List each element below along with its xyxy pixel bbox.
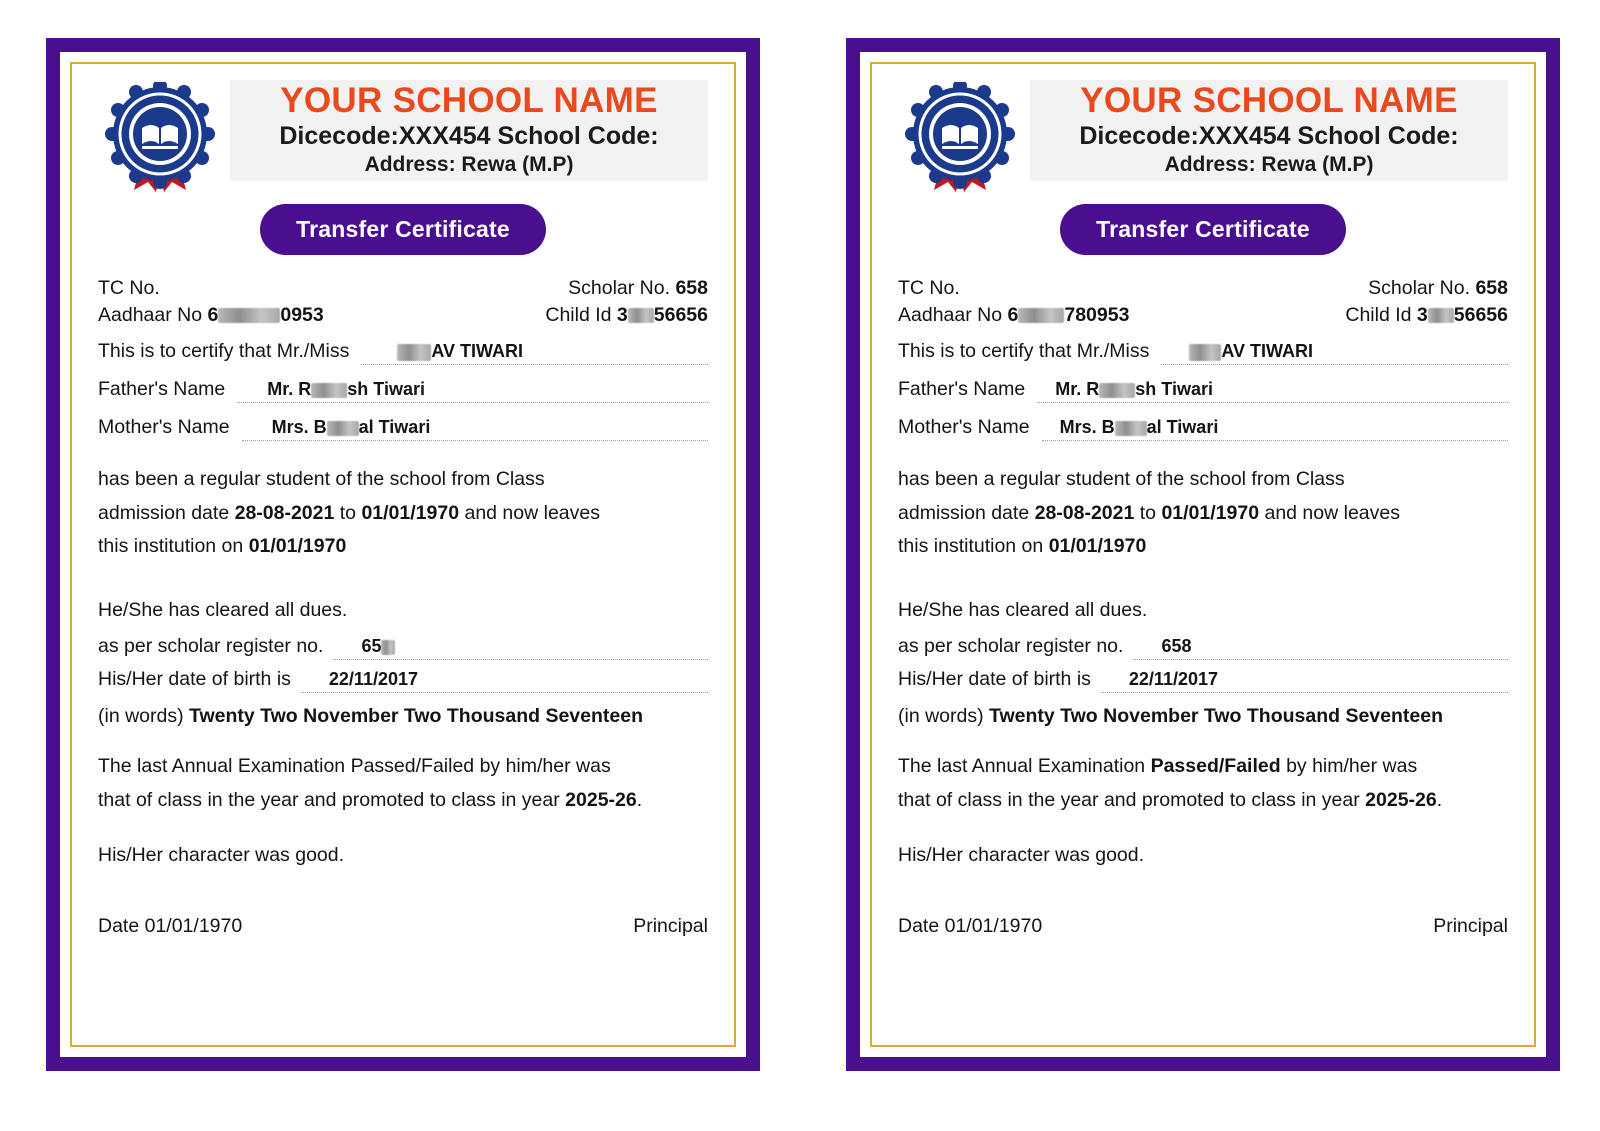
mother-name-redaction: [1115, 421, 1147, 436]
child-id-redaction: [1428, 308, 1454, 323]
father-label: Father's Name: [898, 378, 1026, 400]
scholar-no-field: [568, 277, 708, 300]
dob-value: 22/11/2017: [301, 669, 708, 693]
attendance-paragraph: [898, 463, 1508, 564]
dob-row: [898, 668, 1508, 693]
register-no-row: [98, 635, 708, 660]
exam-status: Passed/Failed: [350, 755, 475, 778]
dice-code-line: Dicecode:XXX454 School Code:: [1030, 120, 1508, 152]
dob-words: Twenty Two November Two Thousand Seventeen: [189, 705, 644, 728]
exam-line1-suffix: by him/her was: [479, 755, 611, 778]
principal-signature-label: Principal: [633, 914, 708, 937]
para1-line1: has been a regular student of the school from Class: [98, 468, 545, 490]
tc-no-label: TC No.: [98, 277, 160, 299]
child-id-field: [1345, 304, 1508, 327]
dob-row: [98, 668, 708, 693]
words-label: (in words): [898, 705, 984, 728]
tc-no-label: TC No.: [898, 277, 960, 299]
dob-label: His/Her date of birth is: [98, 668, 291, 691]
father-name-row: [98, 378, 708, 403]
examination-paragraph: [98, 750, 708, 817]
issue-date: Date 01/01/1970: [898, 914, 1043, 937]
student-name-value: AV TIWARI: [361, 341, 708, 365]
exam-line2-prefix: that of class in the year and promoted to class in year: [898, 788, 1360, 811]
dob-label: His/Her date of birth is: [898, 668, 1091, 691]
father-name-redaction: [311, 383, 347, 398]
para1-line2-suffix: and now leaves: [1264, 501, 1400, 524]
school-identity-2: [1030, 78, 1508, 181]
transfer-certificate-left: [46, 38, 760, 1071]
dice-code-line: Dicecode:XXX454 School Code:: [230, 120, 708, 152]
aadhaar-label: Aadhaar No: [98, 304, 203, 326]
certificate-inner-border: [70, 62, 736, 1047]
transfer-certificate-badge: Transfer Certificate: [1060, 204, 1346, 255]
student-name-row: [98, 340, 708, 365]
school-address: Address: Rewa (M.P): [230, 152, 708, 181]
transfer-certificate-badge: Transfer Certificate: [260, 204, 546, 255]
para1-line3-prefix: this institution on: [98, 535, 244, 558]
register-label: as per scholar register no.: [98, 635, 324, 658]
father-name-row: [898, 378, 1508, 403]
aadhaar-field: [98, 304, 324, 327]
exam-line2-suffix: .: [636, 788, 643, 811]
words-label: (in words): [98, 705, 184, 728]
aadhaar-redaction: [218, 308, 280, 323]
dob-words-row: [98, 705, 708, 728]
student-name-row: [898, 340, 1508, 365]
register-value: 65: [333, 636, 708, 660]
admission-date: 28-08-2021: [1034, 501, 1135, 524]
student-name-redaction: [397, 344, 431, 361]
exam-year: 2025-26: [1365, 788, 1437, 811]
leaving-date-1: 01/01/1970: [361, 501, 460, 524]
para1-line2-suffix: and now leaves: [464, 501, 600, 524]
exam-line1-prefix: The last Annual Examination: [98, 755, 346, 778]
certify-label: This is to certify that Mr./Miss: [98, 340, 350, 362]
student-name-redaction: [1189, 344, 1221, 361]
para1-line3-prefix: this institution on: [898, 535, 1044, 558]
aadhaar-label: Aadhaar No: [898, 304, 1003, 326]
school-address: Address: Rewa (M.P): [1030, 152, 1508, 181]
aadhaar-value: 6 0953: [207, 304, 324, 326]
father-name-value: Mr. R sh Tiwari: [1037, 379, 1508, 403]
aadhaar-redaction: [1018, 308, 1064, 323]
child-id-label: Child Id: [545, 304, 612, 326]
para1-line1: has been a regular student of the school from Class: [898, 468, 1345, 490]
scholar-no-label: Scholar No.: [1368, 277, 1471, 299]
certificate-title-wrap: [98, 204, 708, 255]
aadhaar-field: [898, 304, 1129, 327]
scholar-no-value: 658: [675, 277, 708, 299]
certificate-body-2: [898, 277, 1508, 938]
exam-line2-prefix: that of class in the year and promoted to class in year: [98, 788, 560, 811]
para1-to: to: [1139, 501, 1157, 524]
scholar-no-field: [1368, 277, 1508, 300]
para1-line2-prefix: admission date: [98, 501, 230, 524]
certificate-title-wrap-2: [898, 204, 1508, 255]
register-label: as per scholar register no.: [898, 635, 1124, 658]
transfer-certificate-right: [846, 38, 1560, 1071]
father-name-value: Mr. R sh Tiwari: [237, 379, 708, 403]
dues-line: He/She has cleared all dues.: [898, 598, 1148, 621]
issue-date: Date 01/01/1970: [98, 914, 243, 937]
dues-line: He/She has cleared all dues.: [98, 598, 348, 621]
certificate-footer: [98, 915, 708, 938]
admission-date: 28-08-2021: [234, 501, 335, 524]
child-id-label: Child Id: [1345, 304, 1412, 326]
exam-line1-prefix: The last Annual Examination: [898, 755, 1146, 778]
mother-name-value: Mrs. B al Tiwari: [1042, 417, 1508, 441]
mother-name-row: [98, 416, 708, 441]
scholar-no-value: 658: [1475, 277, 1508, 299]
school-seal-icon: [98, 78, 222, 194]
school-name: YOUR SCHOOL NAME: [1030, 80, 1508, 120]
exam-year: 2025-26: [565, 788, 637, 811]
leaving-date-1: 01/01/1970: [1161, 501, 1260, 524]
school-name: YOUR SCHOOL NAME: [230, 80, 708, 120]
principal-signature-label: Principal: [1433, 914, 1508, 937]
child-id-value: 3 56656: [1416, 304, 1508, 326]
para1-to: to: [339, 501, 357, 524]
tc-scholar-row: [898, 277, 1508, 300]
exam-line2-suffix: .: [1436, 788, 1443, 811]
father-name-redaction: [1099, 383, 1135, 398]
certificate-header: [98, 78, 708, 194]
character-line: His/Her character was good.: [98, 844, 345, 867]
certificate-footer: [898, 915, 1508, 938]
register-redaction: [381, 640, 395, 655]
exam-status: Passed/Failed: [1150, 755, 1281, 778]
child-id-value: 3 56656: [616, 304, 708, 326]
exam-line1-suffix: by him/her was: [1286, 755, 1418, 778]
certificate-header-2: [898, 78, 1508, 194]
scholar-no-label: Scholar No.: [568, 277, 671, 299]
aadhaar-childid-row: [98, 304, 708, 327]
aadhaar-childid-row: [898, 304, 1508, 327]
character-line: His/Her character was good.: [898, 844, 1145, 867]
register-no-row: [898, 635, 1508, 660]
leaving-date-2: 01/01/1970: [1048, 535, 1147, 558]
mother-label: Mother's Name: [98, 416, 230, 438]
mother-label: Mother's Name: [898, 416, 1030, 438]
examination-paragraph: [898, 750, 1508, 817]
aadhaar-value: 6 780953: [1007, 304, 1130, 326]
child-id-field: [545, 304, 708, 327]
mother-name-row: [898, 416, 1508, 441]
dob-words-row: [898, 705, 1508, 728]
register-value: 658: [1133, 636, 1508, 660]
father-label: Father's Name: [98, 378, 226, 400]
para1-line2-prefix: admission date: [898, 501, 1030, 524]
certify-label: This is to certify that Mr./Miss: [898, 340, 1150, 362]
school-identity: [230, 78, 708, 181]
school-seal-icon: [898, 78, 1022, 194]
leaving-date-2: 01/01/1970: [248, 535, 347, 558]
attendance-paragraph: [98, 463, 708, 564]
certificate-body: [98, 277, 708, 938]
dob-words: Twenty Two November Two Thousand Seventeen: [989, 705, 1444, 728]
mother-name-value: Mrs. B al Tiwari: [242, 417, 708, 441]
mother-name-redaction: [327, 421, 359, 436]
dob-value: 22/11/2017: [1101, 669, 1508, 693]
tc-scholar-row: [98, 277, 708, 300]
student-name-value: AV TIWARI: [1161, 341, 1508, 365]
child-id-redaction: [628, 308, 654, 323]
certificate-inner-border-2: [870, 62, 1536, 1047]
